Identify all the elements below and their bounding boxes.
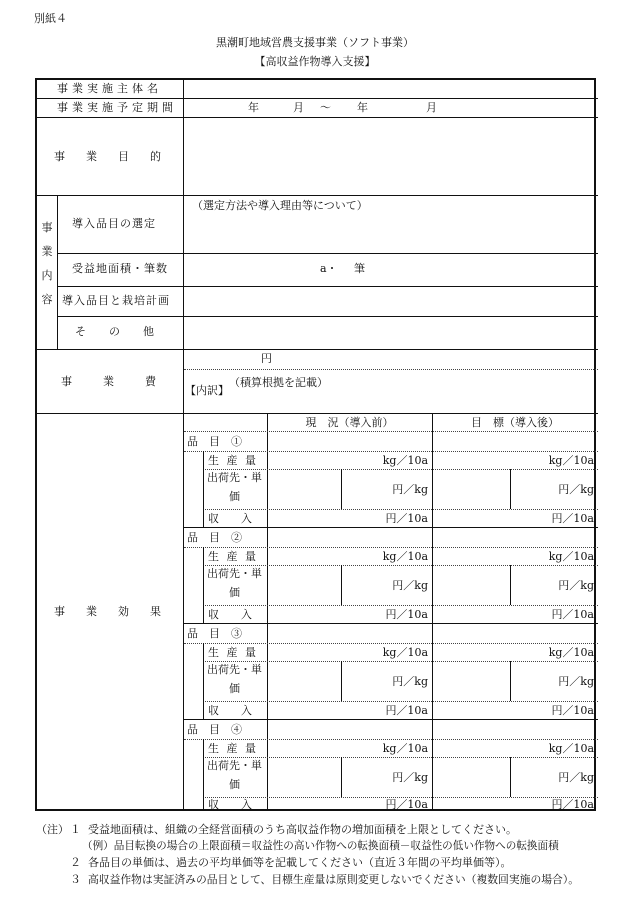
unit-income: 円／10a: [385, 608, 428, 621]
breakdown-note: （積算根拠を記載）: [229, 376, 328, 389]
period-year-start: 年: [248, 101, 259, 114]
item-name: 品 目 ③: [187, 627, 242, 640]
form-table: [35, 78, 596, 811]
note-2: 各品目の単価は、過去の平均単価等を記載してください（直近３年間の平均単価等）。: [88, 856, 512, 869]
row-shipping: 出荷先・単: [207, 663, 262, 676]
breakdown-label: 【内訳】: [185, 384, 229, 397]
item-name: 品 目 ①: [187, 435, 242, 448]
note-2-number: ２: [70, 856, 81, 869]
column-current: 現 況（導入前）: [305, 416, 394, 429]
implementer-label: 事業実施主体名: [57, 82, 162, 95]
content-group-label-2: 業: [41, 245, 53, 258]
period-label: 事業実施予定期間: [57, 101, 177, 114]
row-production: 生 産 量: [208, 454, 258, 467]
row-production: 生 産 量: [208, 742, 258, 755]
unit-production: kg／10a: [548, 454, 594, 467]
unit-production: kg／10a: [382, 550, 428, 563]
unit-price: 円／kg: [392, 771, 428, 784]
unit-price: 円／kg: [392, 675, 428, 688]
note-3: 高収益作物は実証済みの品目として、目標生産量は原則変更しないでください（複数回実施の場合）。: [88, 873, 580, 886]
unit-income: 円／10a: [551, 704, 594, 717]
row-production: 生 産 量: [208, 646, 258, 659]
unit-price: 円／kg: [558, 771, 594, 784]
unit-production: kg／10a: [548, 550, 594, 563]
unit-production: kg／10a: [382, 454, 428, 467]
selection-note: （選定方法や導入理由等について）: [192, 199, 368, 212]
area-label: 受益地面積・筆数: [72, 262, 168, 275]
unit-production: kg／10a: [548, 646, 594, 659]
row-shipping-line2: 価: [229, 586, 240, 599]
unit-income: 円／10a: [385, 512, 428, 525]
other-label: そ の 他: [75, 325, 160, 338]
unit-price: 円／kg: [558, 579, 594, 592]
attachment-number: 別紙４: [34, 12, 67, 25]
row-production: 生 産 量: [208, 550, 258, 563]
row-income: 収 入: [208, 512, 252, 525]
unit-income: 円／10a: [551, 512, 594, 525]
cost-unit: 円: [261, 352, 272, 365]
item-name: 品 目 ④: [187, 723, 242, 736]
unit-price: 円／kg: [558, 675, 594, 688]
unit-income: 円／10a: [385, 704, 428, 717]
column-target: 目 標（導入後）: [471, 416, 559, 429]
row-shipping-line2: 価: [229, 778, 240, 791]
unit-production: kg／10a: [382, 742, 428, 755]
unit-income: 円／10a: [551, 798, 594, 811]
area-unit-fude: 筆: [354, 262, 365, 275]
row-shipping-line2: 価: [229, 682, 240, 695]
period-separator: ～: [320, 101, 331, 114]
note-1-number: １: [70, 823, 81, 836]
row-shipping: 出荷先・単: [207, 567, 262, 580]
notes-prefix: （注）: [36, 823, 69, 836]
content-group-label-1: 事: [41, 221, 53, 234]
content-group-label-3: 内: [41, 269, 53, 282]
document-subtitle: 【高収益作物導入支援】: [254, 55, 376, 68]
row-shipping: 出荷先・単: [207, 759, 262, 772]
period-month-end: 月: [426, 101, 437, 114]
row-income: 収 入: [208, 608, 252, 621]
content-group-label-4: 容: [41, 293, 53, 306]
unit-price: 円／kg: [558, 483, 594, 496]
unit-price: 円／kg: [392, 483, 428, 496]
cost-label: 事 業 費: [61, 375, 159, 388]
row-income: 収 入: [208, 798, 252, 811]
document-title: 黒潮町地域営農支援事業（ソフト事業）: [216, 36, 414, 49]
purpose-label: 事 業 目 的: [54, 150, 166, 163]
row-income: 収 入: [208, 704, 252, 717]
row-shipping: 出荷先・単: [207, 471, 262, 484]
plan-label: 導入品目と栽培計画: [62, 294, 170, 307]
area-unit-a: a・: [320, 262, 338, 275]
item-name: 品 目 ②: [187, 531, 242, 544]
unit-price: 円／kg: [392, 579, 428, 592]
selection-label: 導入品目の選定: [72, 217, 156, 230]
period-year-end: 年: [357, 101, 368, 114]
effect-label: 事 業 効 果: [54, 605, 166, 618]
note-1-example: （例）品目転換の場合の上限面積＝収益性の高い作物への転換面積－収益性の低い作物への転換面積: [82, 840, 559, 852]
unit-income: 円／10a: [551, 608, 594, 621]
note-1: 受益地面積は、組織の全経営面積のうち高収益作物の増加面積を上限としてください。: [88, 823, 517, 836]
note-3-number: ３: [70, 873, 81, 886]
unit-production: kg／10a: [382, 646, 428, 659]
period-month-start: 月: [293, 101, 304, 114]
unit-income: 円／10a: [385, 798, 428, 811]
row-shipping-line2: 価: [229, 490, 240, 503]
unit-production: kg／10a: [548, 742, 594, 755]
